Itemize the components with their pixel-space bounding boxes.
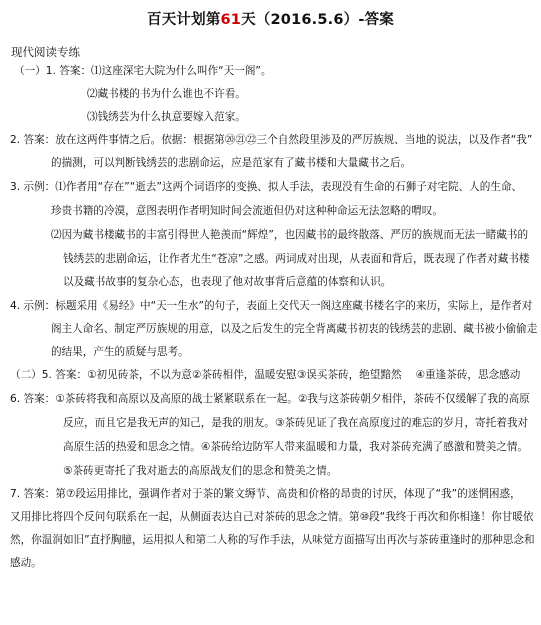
title-prefix: 百天计划第 [147,12,221,28]
answer-line: 又用排比将四个反问句联系在一起，从侧面表达自己对茶砖的思念之情。第⑩段“我终于再次和你相逢！你甘暖依 [10,511,534,523]
page-title [0,8,541,29]
answer-line: 钱绣芸的悲剧命运，让作者尤生“苍凉”之感。两词成对出现，从表面和背后，既表现了作者对藏书楼 [63,253,530,265]
answer-line: 阁主人命名、制定严厉族规的用意，以及之后发生的完全背离藏书初衷的钱绣芸的悲剧、藏书被小偷偷走 [51,323,538,335]
answer-line: 7. 答案：第⑦段运用排比，强调作者对于茶的繁文缛节、高贵和价格的昂贵的讨厌，体现了“我”的迷惘困惑， [10,488,521,500]
answer-line: 的揣测，可以判断钱绣芸的悲剧命运，应是范家有了藏书楼和大量藏书之后。 [51,157,412,169]
answer-line: 感动。 [10,557,42,569]
title-suffix: 天（2016.5.6）-答案 [241,12,394,28]
answer-line: 高原生活的热爱和思念之情。④茶砖给边防军人带来温暖和力量，我对茶砖充满了感激和赞美之情。 [63,441,529,453]
answer-line: ⑶钱绣芸为什么执意要嫁入范家。 [87,111,246,123]
answer-line: ⑤茶砖更寄托了我对逝去的高原战友们的思念和赞美之情。 [63,465,338,477]
answer-line: 然，你温润如旧”直抒胸臆，运用拟人和第二人称的写作手法，从味觉方面描写出再次与茶砖重逢时的那种思念和 [10,534,535,546]
answer-line: 4. 示例：标题采用《易经》中“天一生水”的句子，表面上交代天一阁这座藏书楼名字的来历，实际上，是作者对 [10,300,533,312]
answer-line: 2. 答案：放在这两件事情之后。依据：根据第⑳㉑㉒三个自然段里涉及的严厉族规、当地的说法，以及作者“我” [10,134,533,146]
section-title: 现代阅读专练 [11,45,80,59]
answer-line: 反应，而且它是我无声的知己，是我的朋友。③茶砖见证了我在高原度过的难忘的岁月，寄托着我对 [63,417,529,429]
answer-line: 3. 示例：⑴作者用“存在”“逝去”这两个词语序的变换、拟人手法，表现没有生命的石狮子对宅院、人的生命、 [10,181,523,193]
title-day-number: 61 [220,12,242,28]
answer-line: ⑵藏书楼的书为什么谁也不许看。 [87,88,246,100]
answer-line: ⑵因为藏书楼藏书的丰富引得世人艳羡而“辉煌”，也因藏书的最终散落、严厉的族规而无法一睹藏书的 [51,229,529,241]
answer-line: 6. 答案：①茶砖将我和高原以及高原的战士紧紧联系在一起。②我与这茶砖朝夕相伴，茶砖不仅缓解了我的高原 [10,393,530,405]
answer-line: （一）1. 答案：⑴这座深宅大院为什么叫作“天一阁”。 [14,65,272,77]
answer-line: 以及藏书故事的复杂心态，也表现了他对故事背后意蕴的体察和认识。 [63,276,392,288]
answer-line: （二）5. 答案：①初见砖茶，不以为意②茶砖相伴，温暖安慰③误买茶砖，绝望黯然 ④重逢茶砖，思念感动 [10,369,521,381]
answer-line: 珍贵书籍的冷漠，意图表明作者明知时间会流逝但仍对这种种命运无法忽略的喟叹。 [51,205,443,217]
answer-line: 的结果，产生的质疑与思考。 [51,346,189,358]
